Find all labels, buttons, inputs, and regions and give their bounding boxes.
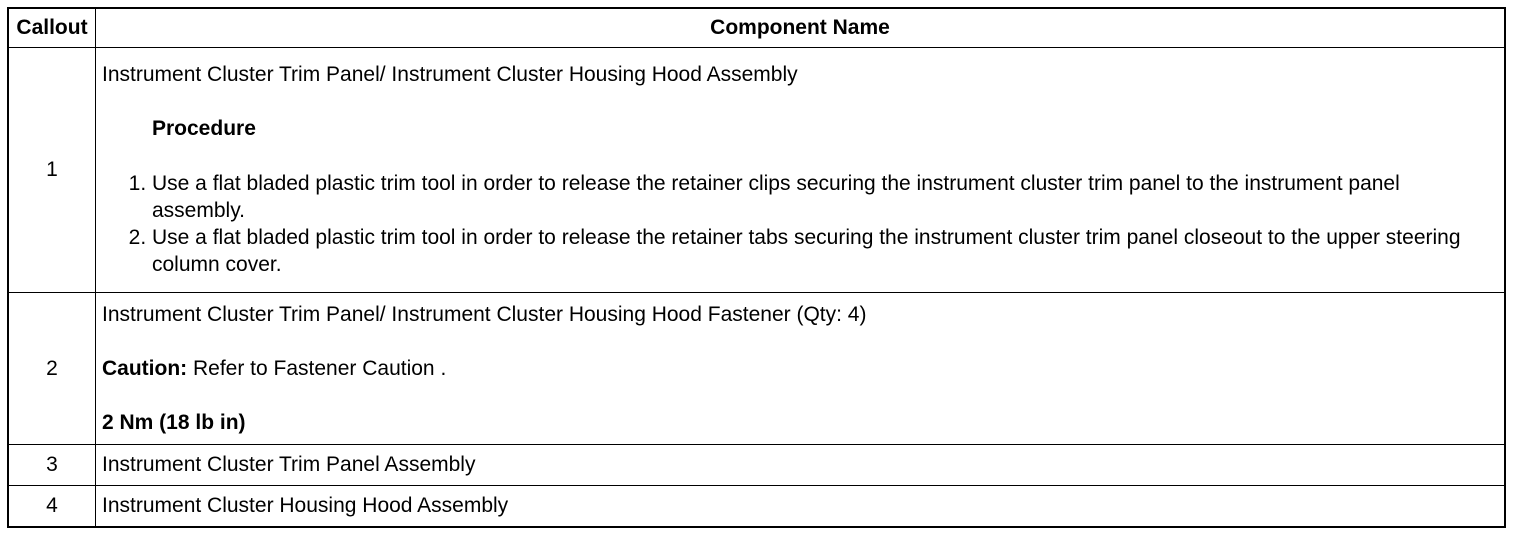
component-cell <box>96 293 1506 445</box>
component-name: Instrument Cluster Trim Panel/ Instrument Cluster Housing Hood Assembly <box>102 63 798 86</box>
table-row <box>8 486 1505 528</box>
callout-header: Callout <box>8 8 96 48</box>
table-row <box>8 48 1505 293</box>
callout-number: 3 <box>8 445 96 486</box>
procedure-steps <box>102 170 1498 278</box>
component-table <box>7 7 1506 528</box>
component-name: Instrument Cluster Housing Hood Assembly <box>96 486 1506 528</box>
callout-number: 4 <box>8 486 96 528</box>
procedure-step: 1. Use a flat bladed plastic trim tool in order to release the retainer clips securing the instrument cluster trim panel to the instrument panel assembly. <box>152 170 1498 224</box>
component-name: Instrument Cluster Trim Panel/ Instrument Cluster Housing Hood Fastener (Qty: 4) <box>102 302 867 326</box>
caution-text: Refer to Fastener Caution . <box>187 356 447 380</box>
table-row <box>8 293 1505 445</box>
torque-spec: 2 Nm (18 lb in) <box>102 410 246 434</box>
procedure-heading: Procedure <box>152 117 256 140</box>
caution-note <box>102 356 1498 382</box>
component-name: Instrument Cluster Trim Panel Assembly <box>96 445 1506 486</box>
procedure-step: 2. Use a flat bladed plastic trim tool in order to release the retainer tabs securing the instrument cluster trim panel closeout to the upper steering column cover. <box>152 224 1498 278</box>
callout-number: 2 <box>8 293 96 445</box>
component-name-header: Component Name <box>96 8 1506 48</box>
caution-label: Caution: <box>102 356 188 380</box>
callout-number: 1 <box>8 48 96 293</box>
component-cell <box>96 48 1506 293</box>
table-row <box>8 445 1505 486</box>
header-row <box>8 8 1505 48</box>
